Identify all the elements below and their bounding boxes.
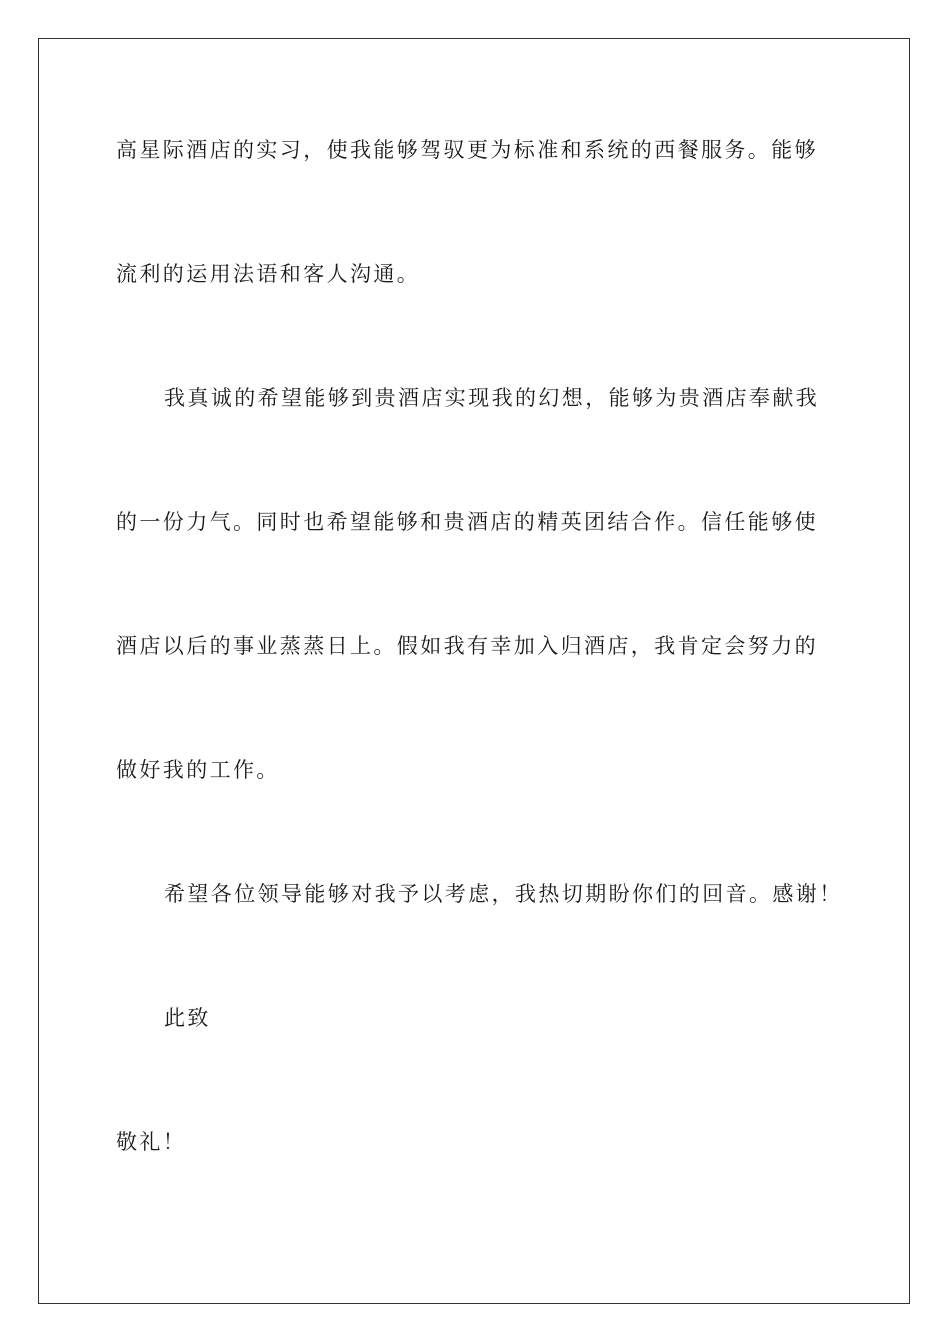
closing-salutation: 此致: [164, 1006, 211, 1030]
text-line-4: 的一份力气。同时也希望能够和贵酒店的精英团结合作。信任能够使: [116, 510, 818, 534]
page-border: [38, 38, 910, 1304]
text-line-6: 做好我的工作。: [116, 758, 280, 782]
text-line-3: 我真诚的希望能够到贵酒店实现我的幻想，能够为贵酒店奉献我: [164, 386, 820, 410]
text-line-2: 流利的运用法语和客人沟通。: [116, 262, 421, 286]
text-line-7: 希望各位领导能够对我予以考虑，我热切期盼你们的回音。感谢！: [164, 882, 843, 906]
text-line-5: 酒店以后的事业蒸蒸日上。假如我有幸加入归酒店，我肯定会努力的: [116, 634, 818, 658]
closing-regards: 敬礼！: [116, 1130, 187, 1154]
text-line-1: 高星际酒店的实习，使我能够驾驭更为标准和系统的西餐服务。能够: [116, 138, 818, 162]
